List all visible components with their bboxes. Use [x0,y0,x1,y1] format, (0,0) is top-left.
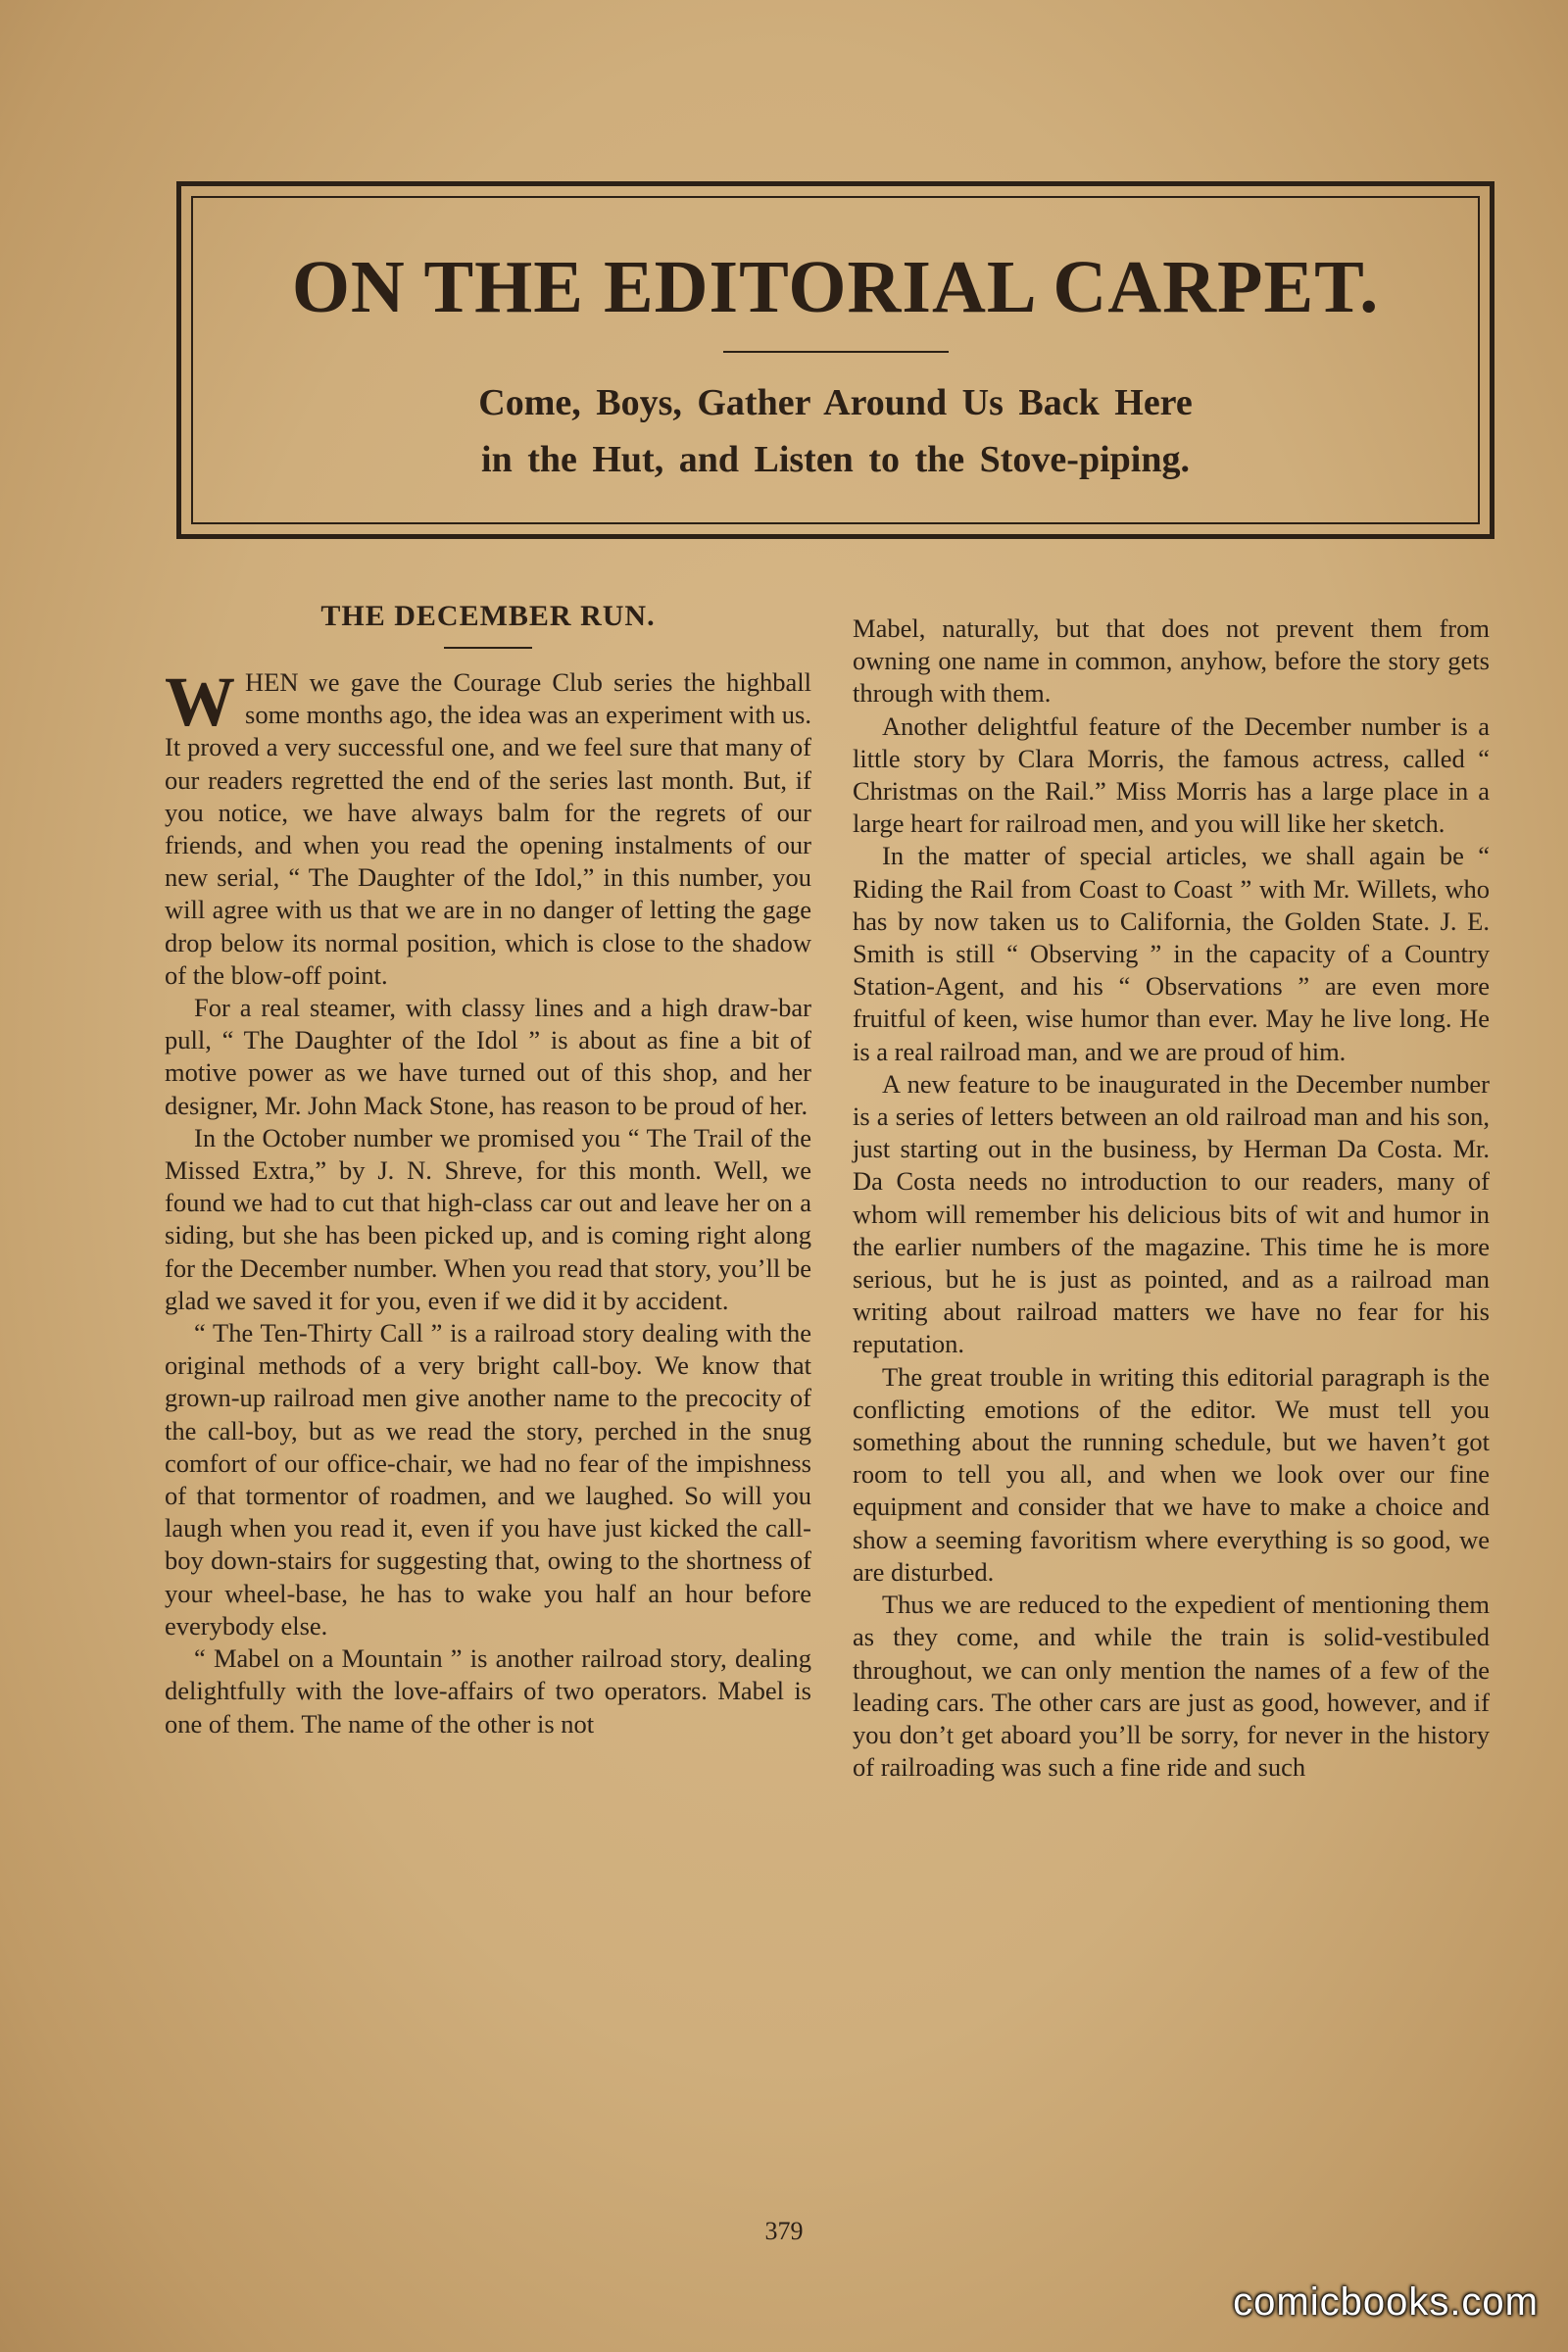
section-heading: THE DECEMBER RUN. [320,600,656,632]
paragraph: In the October number we promised you “ The Trail of the Missed Extra,” by J. N. Shreve, for this month. Well, we found we had to cut that high-class car out and leave her on a siding, but she has been picked up, and is coming right along for the December number. When you read that story, you’ll be glad we saved it for you, even if we did it by accident. [165,1122,811,1315]
paragraph: The great trouble in writing this editorial paragraph is the conflicting emotions of the editor. We must tell you something about the running schedule, but we haven’t got room to tell you all, and when we look over our fine equipment and consider that we have to make a choice and show a seeming favoritism where everything is so good, we are disturbed. [853,1361,1490,1587]
subtitle-line-1: Come, Boys, Gather Around Us Back Here [478,382,1193,423]
paragraph-text: HEN we gave the Courage Club series the highball some months ago, the idea was an experiment with us. It proved a very successful one, and we feel sure that many of our readers regretted the end of the series last month. But, if you notice, we have always balm for the regrets of our friends, and when you read the opening instalments of our new serial, “ The Daughter of the Idol,” in this number, you will agree with us that we are in no danger of letting the gage drop below its normal position, which is close to the shadow of the blow-off point. [165,667,811,990]
left-column [165,600,811,1740]
paragraph: Thus we are reduced to the expedient of mentioning them as they come, and while the train is solid-vestibuled throughout, we can only mention the names of a few of the leading cars. The other cars are just as good, however, and if you don’t get aboard you’ll be sorry, for never in the history of railroading was such a fine ride and such [853,1590,1490,1783]
section-divider [444,647,532,649]
page-number: 379 [764,2217,804,2245]
subtitle-line-2: in the Hut, and Listen to the Stove-piping. [481,439,1190,480]
subtitle [181,374,1490,488]
paragraph: For a real steamer, with classy lines and a high draw-bar pull, “ The Daughter of the Idol ” is about as fine a bit of motive power as we have turned out of this shop, and her designer, Mr. John Mack Stone, has reason to be proud of her. [165,993,811,1120]
page-title: ON THE EDITORIAL CARPET. [291,246,1380,328]
paragraph: Another delightful feature of the December number is a little story by Clara Morris, the famous actress, called “ Christmas on the Rail.” Miss Morris has a large place in a large heart for railroad men, and you will like her sketch. [853,710,1490,839]
paragraph: Mabel, naturally, but that does not prevent them from owning one name in common, anyhow, before the story gets through with them. [853,613,1490,709]
drop-cap: W [165,662,235,741]
paragraph [165,662,811,992]
paragraph: “ The Ten-Thirty Call ” is a railroad story dealing with the original methods of a very bright call-boy. We know that grown-up railroad men give another name to the precocity of the call-boy, but as we read the story, perched in the snug comfort of our office-chair, we had no fear of the impishness of that tormentor of roadmen, and we laughed. So will you laugh when you read it, even if you have just kicked the call-boy down-stairs for suggesting that, owing to the shortness of your wheel-base, he has to wake you half an hour before everybody else. [165,1318,811,1641]
paragraph: “ Mabel on a Mountain ” is another railroad story, dealing delightfully with the love-affairs of two operators. Mabel is one of them. The name of the other is not [165,1643,811,1739]
right-column [853,612,1490,1784]
watermark: comicbooks.com [1233,2280,1539,2324]
paragraph: In the matter of special articles, we shall again be “ Riding the Rail from Coast to Coast ” with Mr. Willets, who has by now taken us to California, the Golden State. J. E. Smith is still “ Observing ” in the capacity of a Country Station-Agent, and his “ Observations ” are even more fruitful of keen, wise humor than ever. May he live long. He is a real railroad man, and we are proud of him. [853,841,1490,1066]
header-box [176,181,1494,539]
title-divider [723,351,949,353]
paragraph: A new feature to be inaugurated in the December number is a series of letters between an old railroad man and his son, just starting out in the business, by Herman Da Costa. Mr. Da Costa needs no introduction to our readers, many of whom will remember his delicious bits of wit and humor in the earlier numbers of the magazine. This time he is more serious, but he is just as pointed, and as a railroad man writing about railroad matters we have no fear for his reputation. [853,1068,1490,1359]
